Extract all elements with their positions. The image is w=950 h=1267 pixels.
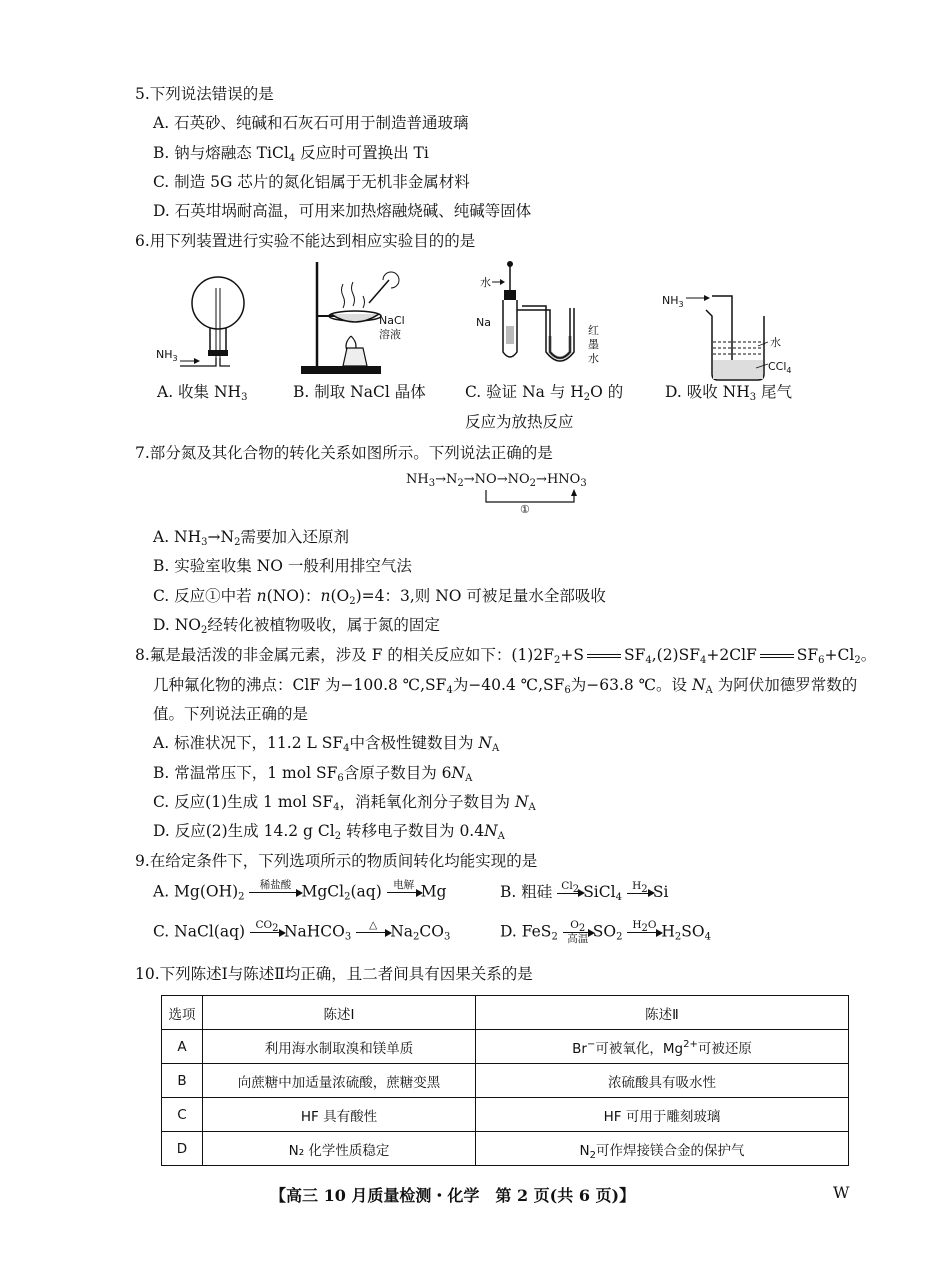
q5-stem: 5.下列说法错误的是 <box>135 85 274 103</box>
apparatus-a-gas-label: $NH_3$ <box>156 348 178 363</box>
q7-loop-arrow <box>478 488 588 512</box>
table-cell-statement-1: N₂ 化学性质稳定 <box>203 1132 476 1166</box>
table-cell-option: C <box>162 1098 203 1132</box>
table-header-statement-2: 陈述Ⅱ <box>476 996 849 1030</box>
q8-stem-line1: 8.氟是最活泼的非金属元素，涉及 F 的相关反应如下：$(1)2F_2+S$ $SF_4,(2)SF_4+2ClF$ $SF_6+Cl_2$。 <box>135 646 877 666</box>
q10-table <box>161 995 849 1166</box>
table-header-statement-1: 陈述Ⅰ <box>203 996 476 1030</box>
q9-option-d: D. FeS$_2$ $O_2$ 高温 $SO_2$ $H_2O$ $H_2SO_4$ <box>500 919 711 945</box>
table-cell-statement-2: HF 可用于雕刻玻璃 <box>476 1098 849 1132</box>
q6-option-c: C. 验证 Na 与 $H_2O$ 的 <box>465 383 624 403</box>
q10-stem: 10.下列陈述Ⅰ与陈述Ⅱ均正确，且二者间具有因果关系的是 <box>135 965 533 983</box>
reaction-arrow: 电解 <box>387 880 421 905</box>
q8-option-d: D. 反应(2)生成 14.2 g $Cl_2$ 转移电子数目为 $0.4N_A$ <box>153 822 505 842</box>
q6-option-c-line2: 反应为放热反应 <box>465 413 574 431</box>
reaction-arrow: $CO_2$ <box>250 920 284 945</box>
table-cell-statement-2: Br−可被氧化，$Mg^{2+}$可被还原 <box>476 1030 849 1064</box>
apparatus-c-na-label: Na <box>476 316 491 329</box>
q7-reaction-chain: $NH_3\to N_2\to NO\to NO_2\to HNO_3$ <box>406 472 587 489</box>
q7-option-a: A. $NH_3\to N_2$需要加入还原剂 <box>153 528 349 548</box>
apparatus-d-ccl4-label: CCl$_4$ <box>768 360 792 375</box>
apparatus-c-figure <box>470 256 610 386</box>
table-header-option: 选项 <box>162 996 203 1030</box>
apparatus-d-water-label: 水 <box>770 336 781 349</box>
reaction-arrow: $H_2O$ <box>627 920 661 945</box>
table-cell-option: A <box>162 1030 203 1064</box>
apparatus-d-gas-label: $NH_3$ <box>662 294 684 309</box>
reaction-arrow: $H_2$ <box>627 881 653 906</box>
q6-option-a: A. 收集 $NH_3$ <box>157 383 248 403</box>
table-cell-statement-1: 向蔗糖中加适量浓硫酸，蔗糖变黑 <box>203 1064 476 1098</box>
table-header-row <box>162 996 849 1030</box>
q5-option-c: C. 制造 5G 芯片的氮化铝属于无机非金属材料 <box>153 173 470 191</box>
apparatus-c-ink-label-2: 墨 <box>588 338 599 351</box>
q7-option-b: B. 实验室收集 NO 一般利用排空气法 <box>153 557 412 575</box>
table-cell-statement-1: 利用海水制取溴和镁单质 <box>203 1030 476 1064</box>
equals-sign <box>587 654 621 658</box>
page-footer: 【高三 10 月质量检测・化学 第 2 页(共 6 页)】 <box>270 1186 636 1205</box>
table-cell-option: D <box>162 1132 203 1166</box>
q9-option-a: A. $Mg(OH)_2$ 稀盐酸 MgCl$_2$(aq) 电解 Mg <box>153 880 446 905</box>
reaction-arrow: 稀盐酸 <box>249 880 301 905</box>
reaction-arrow: △ <box>356 920 390 945</box>
apparatus-c-ink-label-3: 水 <box>588 352 599 365</box>
q8-stem-line3: 值。下列说法正确的是 <box>153 705 309 723</box>
table-cell-statement-1: HF 具有酸性 <box>203 1098 476 1132</box>
q9-option-b: B. 粗硅 $Cl_2$ SiCl$_4$ $H_2$ Si <box>500 880 668 906</box>
reaction-arrow: $O_2$ 高温 <box>563 920 593 945</box>
q8-stem-line2: 几种氟化物的沸点：ClF 为−100.8 $℃,SF_4$为−40.4 $℃,SF_6$为−63.8 ℃。设 $N_A$ 为阿伏加德罗常数的 <box>153 676 858 696</box>
equals-sign <box>760 654 794 658</box>
q9-stem: 9.在给定条件下，下列选项所示的物质间转化均能实现的是 <box>135 852 538 870</box>
table-cell-statement-2: 浓硫酸具有吸水性 <box>476 1064 849 1098</box>
table-row <box>162 1132 849 1166</box>
table-cell-statement-2: $N_2$可作焊接镁合金的保护气 <box>476 1132 849 1166</box>
table-row <box>162 1098 849 1132</box>
q6-stem: 6.用下列装置进行实验不能达到相应实验目的的是 <box>135 232 476 250</box>
apparatus-b-label-solution: 溶液 <box>379 328 401 341</box>
apparatus-b-figure <box>295 258 425 383</box>
version-mark: W <box>833 1183 850 1202</box>
apparatus-c-water-label: 水 <box>480 276 491 289</box>
q7-stem: 7.部分氮及其化合物的转化关系如图所示。下列说法正确的是 <box>135 444 553 462</box>
q5-option-a: A. 石英砂、纯碱和石灰石可用于制造普通玻璃 <box>153 114 469 132</box>
table-row <box>162 1030 849 1064</box>
q8-option-a: A. 标准状况下，11.2 L $SF_4$中含极性键数目为 $N_A$ <box>153 734 500 754</box>
q5-option-d: D. 石英坩埚耐高温，可用来加热熔融烧碱、纯碱等固体 <box>153 202 532 220</box>
reaction-arrow: $Cl_2$ <box>557 881 583 906</box>
table-row <box>162 1064 849 1098</box>
q8-option-b: B. 常温常压下，1 mol $SF_6$含原子数目为 $6N_A$ <box>153 764 473 784</box>
q7-option-c: C. 反应①中若 n(NO)：$n(O_2)=4$：3,则 NO 可被足量水全部吸收 <box>153 587 606 607</box>
q6-option-d: D. 吸收 $NH_3$ 尾气 <box>665 383 793 403</box>
q7-loop-label: ① <box>520 503 530 516</box>
apparatus-c-ink-label-1: 红 <box>588 324 599 337</box>
q9-option-c: C. NaCl(aq) $CO_2$ NaHCO$_3$ △ $Na_2CO_3$ <box>153 920 450 945</box>
table-cell-option: B <box>162 1064 203 1098</box>
q5-option-b: B. 钠与熔融态 TiCl$_4$ 反应时可置换出 Ti <box>153 144 429 164</box>
q6-option-b: B. 制取 NaCl 晶体 <box>293 383 426 401</box>
apparatus-a-figure <box>150 258 270 378</box>
q7-option-d: D. $NO_2$经转化被植物吸收，属于氮的固定 <box>153 616 440 636</box>
apparatus-b-label-nacl: NaCl <box>379 314 405 327</box>
flask-bulb <box>192 277 244 329</box>
q8-option-c: C. 反应(1)生成 1 mol $SF_4$，消耗氧化剂分子数目为 $N_A$ <box>153 793 536 813</box>
